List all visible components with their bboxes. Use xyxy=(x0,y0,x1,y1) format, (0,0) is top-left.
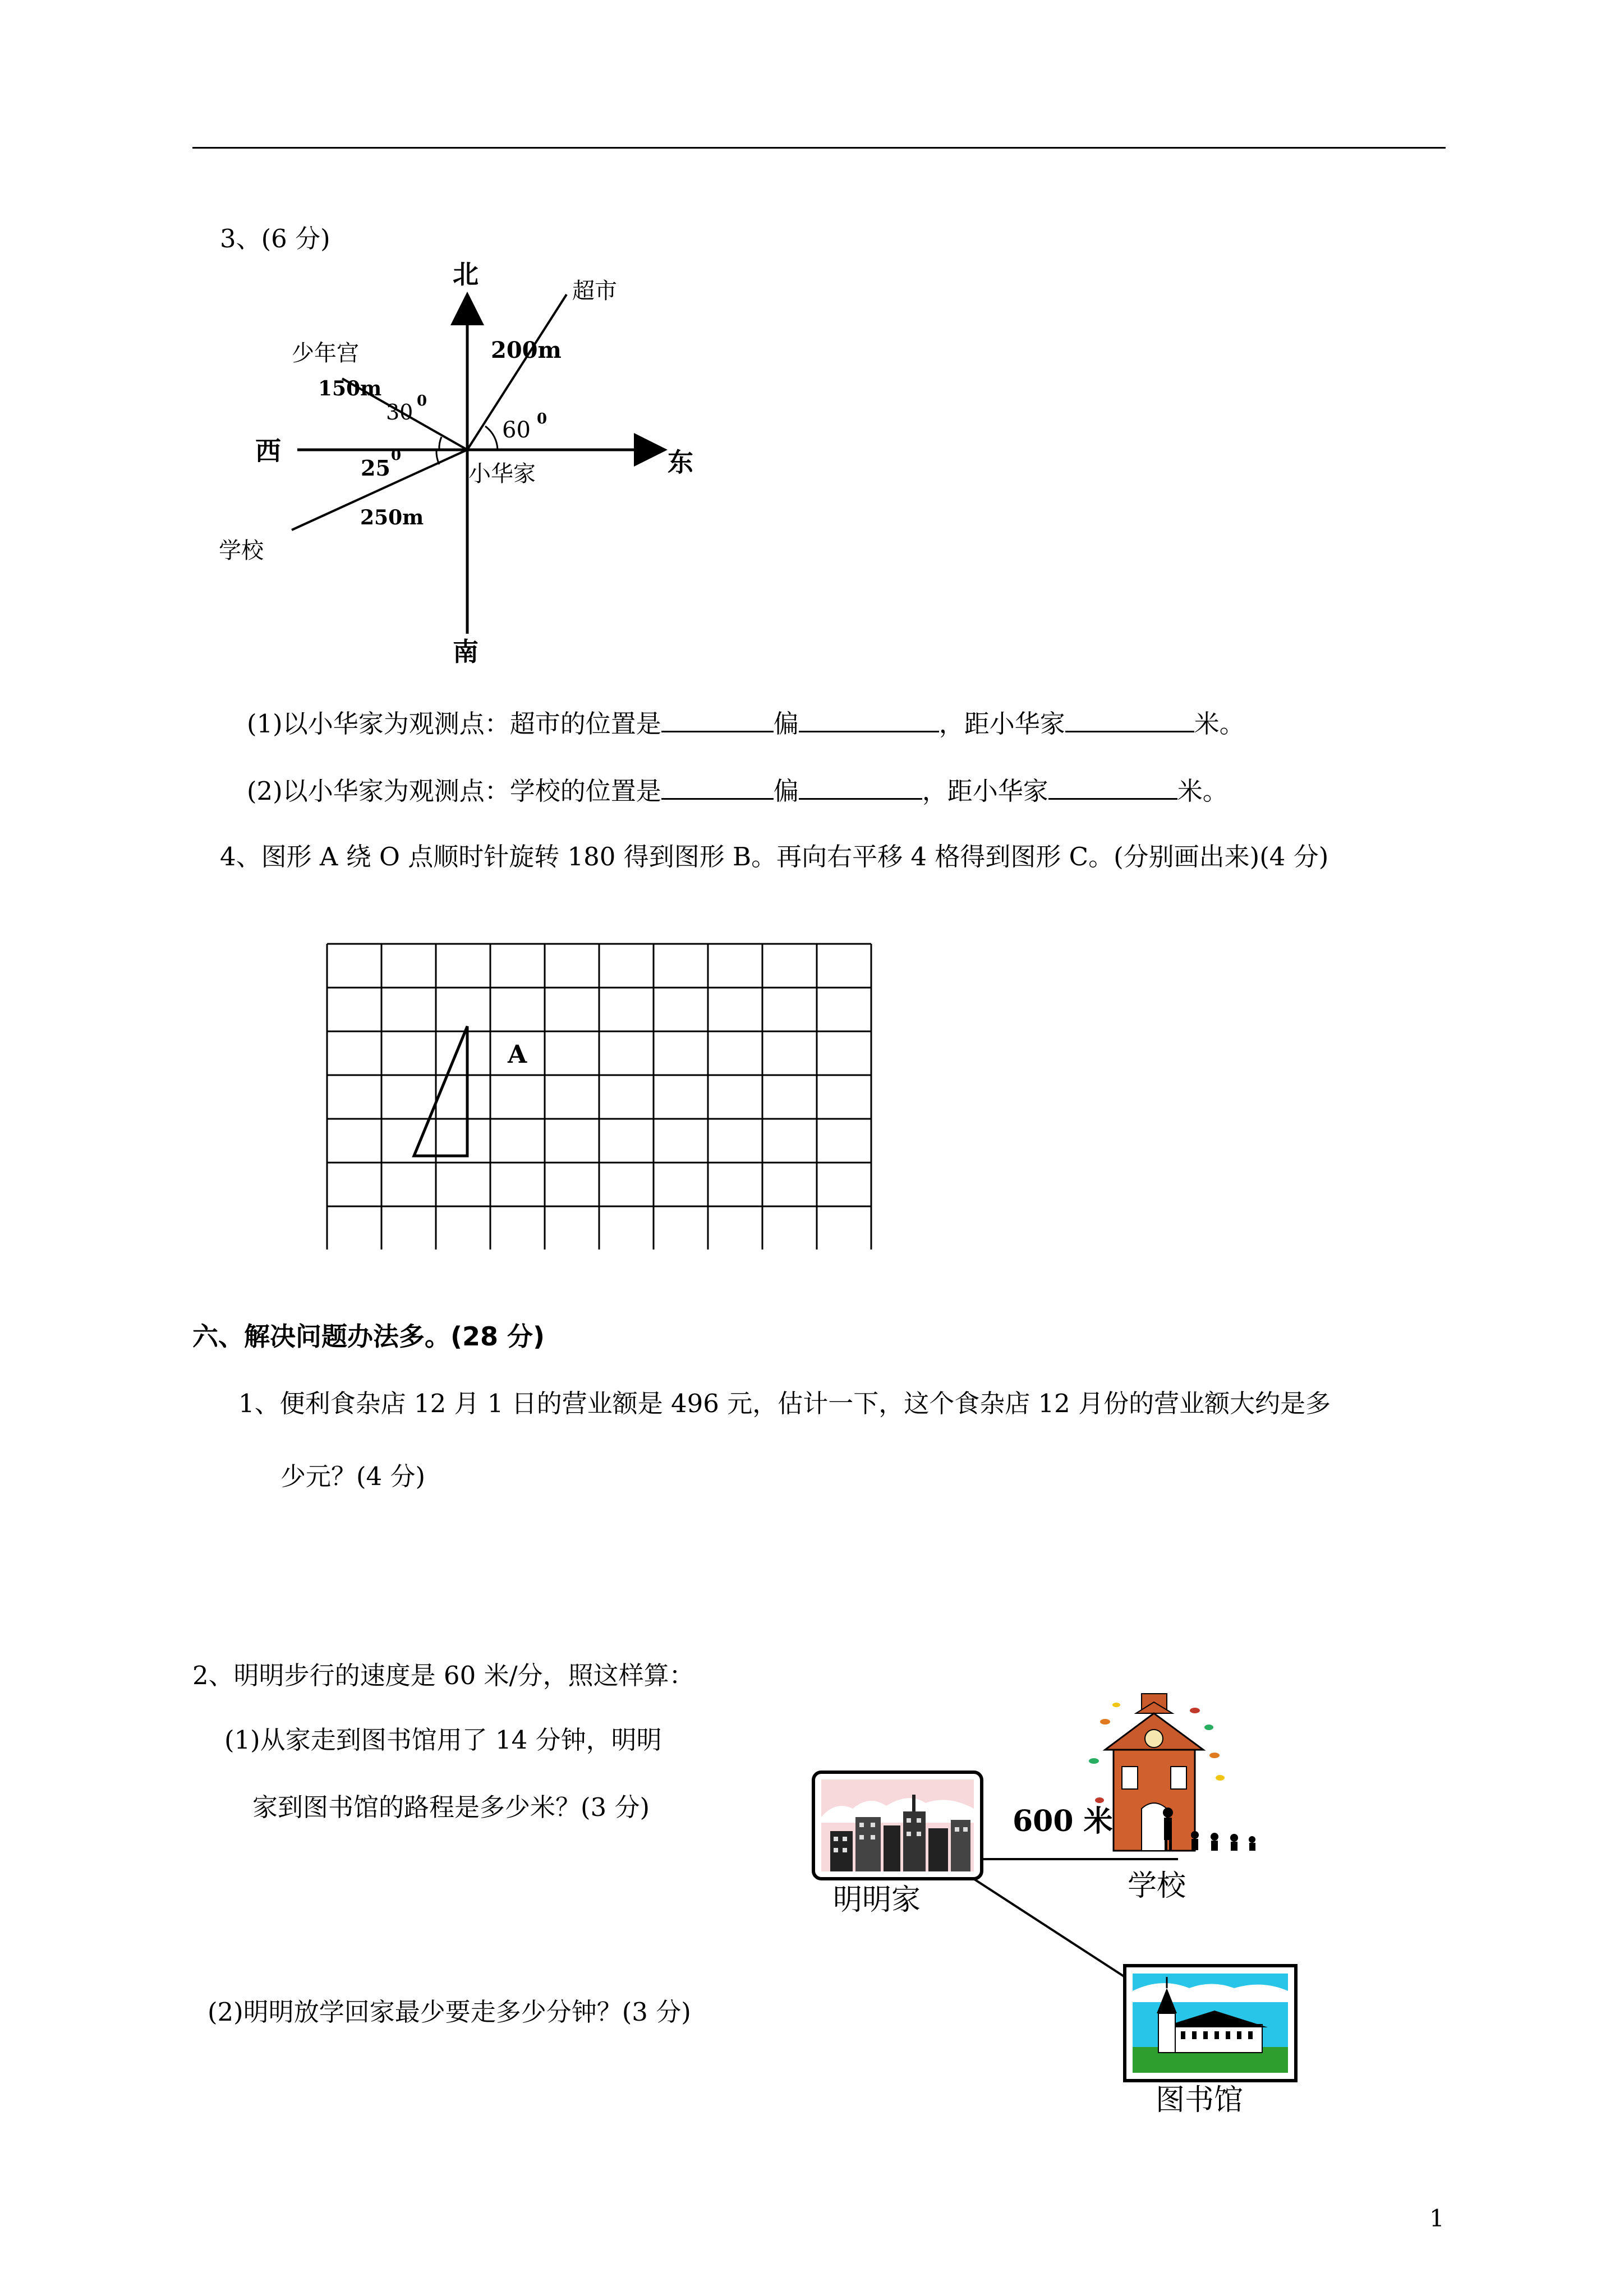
supermarket-degree: 0 xyxy=(537,411,548,427)
home-label: 明明家 xyxy=(833,1883,921,1917)
answer-blank-direction-2[interactable] xyxy=(661,777,774,800)
header-rule xyxy=(192,147,1446,149)
drawing-grid[interactable] xyxy=(325,942,881,1251)
answer-blank-angle-1[interactable] xyxy=(799,709,939,732)
north-label: 北 xyxy=(453,259,479,289)
q4-text: 4、图形 A 绕 O 点顺时针旋转 180 得到图形 B。再向右平移 4 格得到图形 C。(分别画出来)(4 分) xyxy=(220,842,1329,872)
angle-arc-palace xyxy=(439,437,441,450)
school-distance: 250m xyxy=(360,506,424,529)
center-label: 小华家 xyxy=(468,461,536,487)
grid-lines xyxy=(327,944,871,1250)
q3-q2-prefix: (2)以小华家为观测点：学校的位置是 xyxy=(247,776,661,806)
school-angle: 25 xyxy=(361,455,390,481)
east-label: 东 xyxy=(668,447,693,477)
palace-degree: 0 xyxy=(417,393,427,409)
q3-q1-pian: 偏 xyxy=(773,709,799,739)
distance-label: 600 米 xyxy=(1013,1804,1113,1838)
shape-a-triangle xyxy=(414,1026,467,1156)
palace-label: 少年宫 xyxy=(292,340,359,366)
q3-q1-mid: ，距小华家 xyxy=(938,709,1065,739)
problem-2-q1-line-2: 家到图书馆的路程是多少米？(3 分) xyxy=(252,1792,650,1822)
q3-q1-suffix: 米。 xyxy=(1194,709,1245,739)
school-label: 学校 xyxy=(219,538,264,564)
problem-2-q2: (2)明明放学回家最少要走多少分钟？(3 分) xyxy=(208,1997,691,2027)
shape-a-label: A xyxy=(508,1040,527,1069)
supermarket-distance: 200m xyxy=(491,337,562,363)
page-number: 1 xyxy=(1429,2205,1444,2232)
angle-arc-supermarket xyxy=(485,426,498,450)
q3-q2-mid: ，距小华家 xyxy=(922,776,1048,806)
supermarket-label: 超市 xyxy=(572,278,617,304)
school-picture xyxy=(1089,1694,1255,1851)
q3-q2-pian: 偏 xyxy=(773,776,799,806)
problem-2-q1-line-1: (1)从家走到图书馆用了 14 分钟，明明 xyxy=(224,1725,662,1755)
palace-angle: 30 xyxy=(386,400,413,425)
supermarket-angle: 60 xyxy=(502,417,531,443)
problem-1-line-1: 1、便利食杂店 12 月 1 日的营业额是 496 元，估计一下，这个食杂店 12 月份的营业额大约是多 xyxy=(238,1389,1331,1418)
answer-blank-distance-1[interactable] xyxy=(1065,709,1194,732)
south-label: 南 xyxy=(453,637,479,667)
problem-2-intro: 2、明明步行的速度是 60 米/分，照这样算： xyxy=(192,1661,694,1690)
q3-question-1 xyxy=(247,709,1245,739)
problem-1-line-2: 少元？(4 分) xyxy=(280,1461,426,1491)
q3-q1-prefix: (1)以小华家为观测点：超市的位置是 xyxy=(247,709,661,739)
q3-question-2 xyxy=(247,777,1228,804)
library-label: 图书馆 xyxy=(1156,2083,1244,2114)
angle-arc-school xyxy=(436,450,439,464)
school-degree: 0 xyxy=(391,447,402,464)
route-map xyxy=(802,1688,1391,2114)
q3-heading: 3、(6 分) xyxy=(220,224,330,253)
school-label: 学校 xyxy=(1128,1869,1186,1903)
answer-blank-distance-2[interactable] xyxy=(1048,777,1177,800)
library-picture xyxy=(1125,1966,1296,2081)
home-library-path xyxy=(965,1873,1125,1977)
palace-distance: 150m xyxy=(318,377,382,400)
answer-blank-angle-2[interactable] xyxy=(799,777,922,800)
answer-blank-direction-1[interactable] xyxy=(661,709,774,732)
q3-q2-suffix: 米。 xyxy=(1177,776,1228,806)
home-picture xyxy=(813,1772,982,1879)
west-label: 西 xyxy=(255,436,281,466)
compass-diagram xyxy=(202,241,707,679)
section-6-title: 六、解决问题办法多。(28 分) xyxy=(192,1321,545,1352)
